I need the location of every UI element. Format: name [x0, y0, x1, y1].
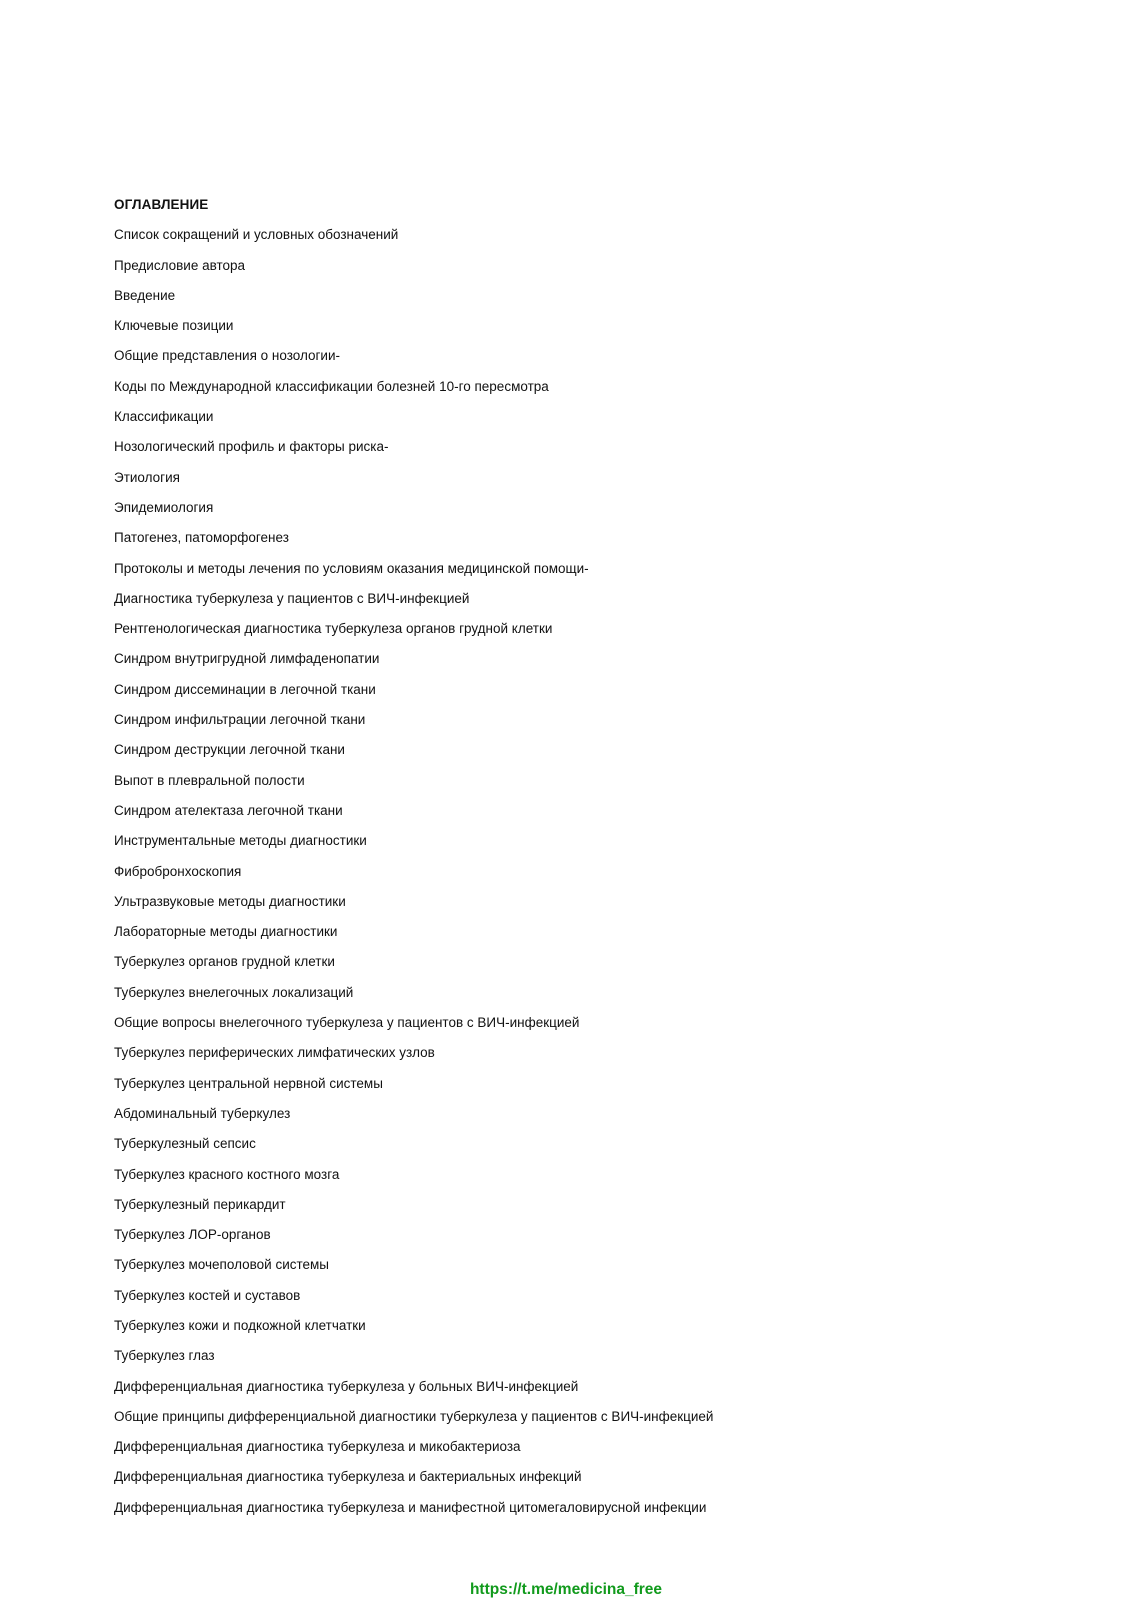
toc-item[interactable]: Туберкулез периферических лимфатических узлов [114, 1045, 435, 1061]
toc-item[interactable]: Туберкулез кожи и подкожной клетчатки [114, 1317, 366, 1333]
toc-item[interactable]: Общие вопросы внелегочного туберкулеза у пациентов с ВИЧ-инфекцией [114, 1015, 580, 1031]
toc-item[interactable]: Синдром диссеминации в легочной ткани [114, 681, 376, 697]
toc-item[interactable]: Дифференциальная диагностика туберкулеза и бактериальных инфекций [114, 1469, 582, 1485]
toc-item[interactable]: Введение [114, 287, 176, 303]
toc-item[interactable]: Синдром инфильтрации легочной ткани [114, 712, 366, 728]
footer-link-text[interactable]: https://t.me/medicina_free [469, 1581, 663, 1598]
toc-item[interactable]: Рентгенологическая диагностика туберкулеза органов грудной клетки [114, 621, 553, 637]
toc-item[interactable]: Туберкулез внелегочных локализаций [114, 984, 354, 1000]
toc-item[interactable]: Эпидемиология [114, 499, 214, 515]
toc-item[interactable]: Предисловие автора [114, 257, 246, 273]
toc-item[interactable]: Туберкулезный перикардит [114, 1196, 286, 1212]
toc-item[interactable]: Туберкулез мочеполовой системы [114, 1257, 330, 1273]
toc-item[interactable]: Общие принципы дифференциальной диагностики туберкулеза у пациентов с ВИЧ-инфекцией [114, 1408, 714, 1424]
toc-item[interactable]: Патогенез, патоморфогенез [114, 530, 289, 546]
toc-item[interactable]: Инструментальные методы диагностики [114, 833, 367, 849]
toc-item[interactable]: Фибробронхоскопия [114, 863, 242, 879]
toc-item[interactable]: Синдром ателектаза легочной ткани [114, 802, 343, 818]
toc-item[interactable]: Туберкулез органов грудной клетки [114, 954, 335, 970]
toc-item[interactable]: Абдоминальный туберкулез [114, 1105, 291, 1121]
toc-item[interactable]: Синдром внутригрудной лимфаденопатии [114, 651, 380, 667]
table-of-contents [114, 196, 1074, 1529]
toc-item[interactable]: Туберкулез центральной нервной системы [114, 1075, 383, 1091]
toc-item[interactable]: Туберкулез красного костного мозга [114, 1166, 340, 1182]
toc-item[interactable]: Лабораторные методы диагностики [114, 924, 338, 940]
toc-item[interactable]: Список сокращений и условных обозначений [114, 227, 399, 243]
toc-item[interactable]: Дифференциальная диагностика туберкулеза и манифестной цитомегаловирусной инфекции [114, 1499, 707, 1515]
toc-item[interactable]: Коды по Международной классификации болезней 10-го пересмотра [114, 378, 549, 394]
toc-item[interactable]: Нозологический профиль и факторы риска- [114, 439, 389, 455]
toc-item[interactable]: Туберкулез костей и суставов [114, 1287, 301, 1303]
toc-item[interactable]: Синдром деструкции легочной ткани [114, 742, 345, 758]
footer-link[interactable] [0, 1581, 1132, 1599]
toc-list [114, 226, 1074, 1516]
toc-item[interactable]: Протоколы и методы лечения по условиям оказания медицинской помощи- [114, 560, 589, 576]
toc-heading: ОГЛАВЛЕНИЕ [114, 197, 209, 212]
toc-item[interactable]: Ключевые позиции [114, 318, 234, 334]
toc-item[interactable]: Выпот в плевральной полости [114, 772, 305, 788]
toc-item[interactable]: Общие представления о нозологии- [114, 348, 340, 364]
toc-item[interactable]: Дифференциальная диагностика туберкулеза и микобактериоза [114, 1439, 521, 1455]
toc-item[interactable]: Туберкулез глаз [114, 1348, 215, 1364]
toc-item[interactable]: Классификации [114, 409, 214, 425]
toc-item[interactable]: Дифференциальная диагностика туберкулеза у больных ВИЧ-инфекцией [114, 1378, 579, 1394]
toc-item[interactable]: Туберкулез ЛОР-органов [114, 1227, 271, 1243]
toc-item[interactable]: Этиология [114, 469, 180, 485]
toc-item[interactable]: Туберкулезный сепсис [114, 1136, 256, 1152]
toc-item[interactable]: Ультразвуковые методы диагностики [114, 893, 346, 909]
toc-item[interactable]: Диагностика туберкулеза у пациентов с ВИЧ-инфекцией [114, 590, 470, 606]
